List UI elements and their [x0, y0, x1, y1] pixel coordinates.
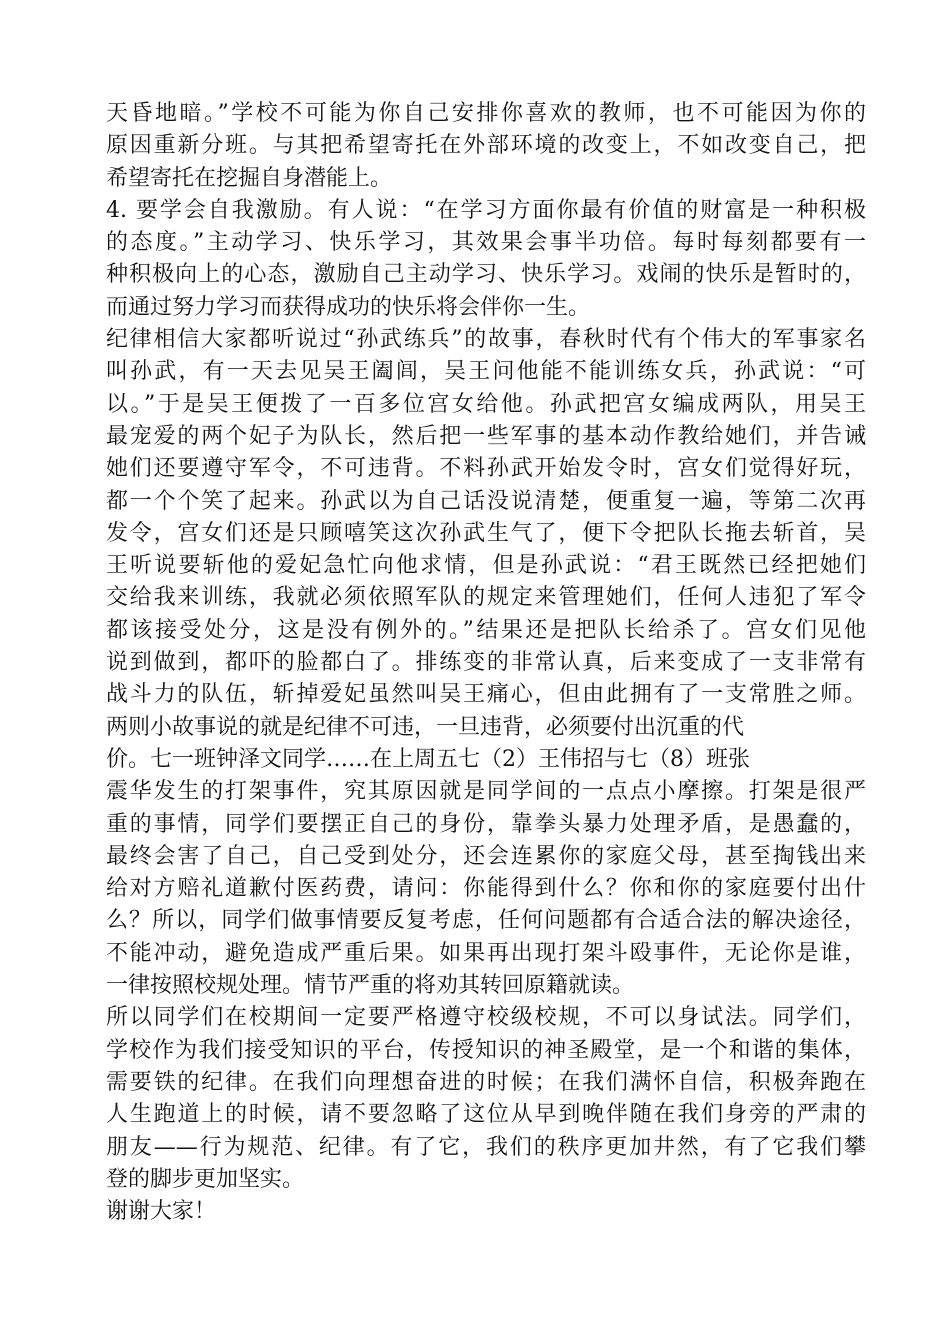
text-line: 最终会害了自己，自己受到处分，还会连累你的家庭父母，甚至掏钱出来	[106, 843, 866, 869]
text-line: 都一个个笑了起来。孙武以为自己话没说清楚，便重复一遍，等第二次再	[106, 488, 866, 514]
text-line: 最宠爱的两个妃子为队长，然后把一些军事的基本动作教给她们，并告诫	[106, 423, 866, 449]
text-line: 交给我来训练，我就必须依照军队的规定来管理她们，任何人违犯了军令	[106, 585, 866, 611]
text-line: 都该接受处分，这是没有例外的。”结果还是把队长给杀了。宫女们见他	[106, 617, 866, 643]
text-line: 她们还要遵守军令，不可违背。不料孙武开始发令时，宫女们觉得好玩，	[106, 456, 866, 482]
text-line: 重的事情，同学们要摆正自己的身份，靠拳头暴力处理矛盾，是愚蠢的，	[106, 811, 866, 837]
text-line: 纪律相信大家都听说过“孙武练兵”的故事，春秋时代有个伟大的军事家名	[106, 327, 866, 353]
text-line: 给对方赔礼道歉付医药费，请问：你能得到什么？你和你的家庭要付出什	[106, 876, 866, 902]
text-line: 两则小故事说的就是纪律不可违，一旦违背，必须要付出沉重的代	[106, 714, 745, 740]
text-line: 人生跑道上的时候，请不要忽略了这位从早到晚伴随在我们身旁的严肃的	[106, 1102, 866, 1128]
text-line: 而通过努力学习而获得成功的快乐将会伴你一生。	[106, 294, 591, 320]
text-line: 希望寄托在挖掘自身潜能上。	[106, 165, 393, 191]
text-line: 4. 要学会自我激励。有人说：“在学习方面你最有价值的财富是一种积极	[106, 197, 866, 223]
text-line: 以。”于是吴王便拨了一百多位宫女给他。孙武把宫女编成两队，用吴王	[106, 391, 866, 417]
text-line: 么？所以，同学们做事情要反复考虑，任何问题都有合适合法的解决途径，	[106, 908, 866, 934]
text-line: 发令，宫女们还是只顾嘻笑这次孙武生气了，便下令把队长拖去斩首，吴	[106, 520, 866, 546]
text-line: 说到做到，都吓的脸都白了。排练变的非常认真，后来变成了一支非常有	[106, 650, 866, 676]
text-line: 所以同学们在校期间一定要严格遵守校级校规，不可以身试法。同学们，	[106, 1005, 866, 1031]
text-line: 战斗力的队伍，斩掉爱妃虽然叫吴王痛心，但由此拥有了一支常胜之师。	[106, 682, 866, 708]
text-line: 价。七一班钟泽文同学……在上周五七（2）王伟招与七（8）班张	[106, 746, 750, 772]
body-text	[106, 98, 866, 1228]
text-line: 的态度。”主动学习、快乐学习，其效果会事半功倍。每时每刻都要有一	[106, 230, 866, 256]
text-line: 叫孙武，有一天去见吴王阖闾，吴王问他能不能训练女兵，孙武说：“可	[106, 359, 866, 385]
text-line: 王听说要斩他的爱妃急忙向他求情，但是孙武说：“君王既然已经把她们	[106, 553, 866, 579]
text-line: 登的脚步更加坚实。	[106, 1166, 305, 1192]
text-line: 需要铁的纪律。在我们向理想奋进的时候；在我们满怀自信，积极奔跑在	[106, 1069, 866, 1095]
text-line: 不能冲动，避免造成严重后果。如果再出现打架斗殴事件，无论你是谁，	[106, 940, 866, 966]
text-line: 学校作为我们接受知识的平台，传授知识的神圣殿堂，是一个和谐的集体，	[106, 1037, 866, 1063]
text-line: 谢谢大家！	[106, 1199, 217, 1225]
text-line: 震华发生的打架事件，究其原因就是同学间的一点点小摩擦。打架是很严	[106, 779, 866, 805]
text-line: 天昏地暗。”学校不可能为你自己安排你喜欢的教师，也不可能因为你的	[106, 101, 866, 126]
text-line: 原因重新分班。与其把希望寄托在外部环境的改变上，不如改变自己，把	[106, 133, 866, 159]
text-line: 一律按照校规处理。情节严重的将劝其转回原籍就读。	[106, 973, 635, 999]
text-line: 朋友——行为规范、纪律。有了它，我们的秩序更加井然，有了它我们攀	[106, 1134, 866, 1160]
text-line: 种积极向上的心态，激励自己主动学习、快乐学习。戏闹的快乐是暂时的，	[106, 262, 866, 288]
